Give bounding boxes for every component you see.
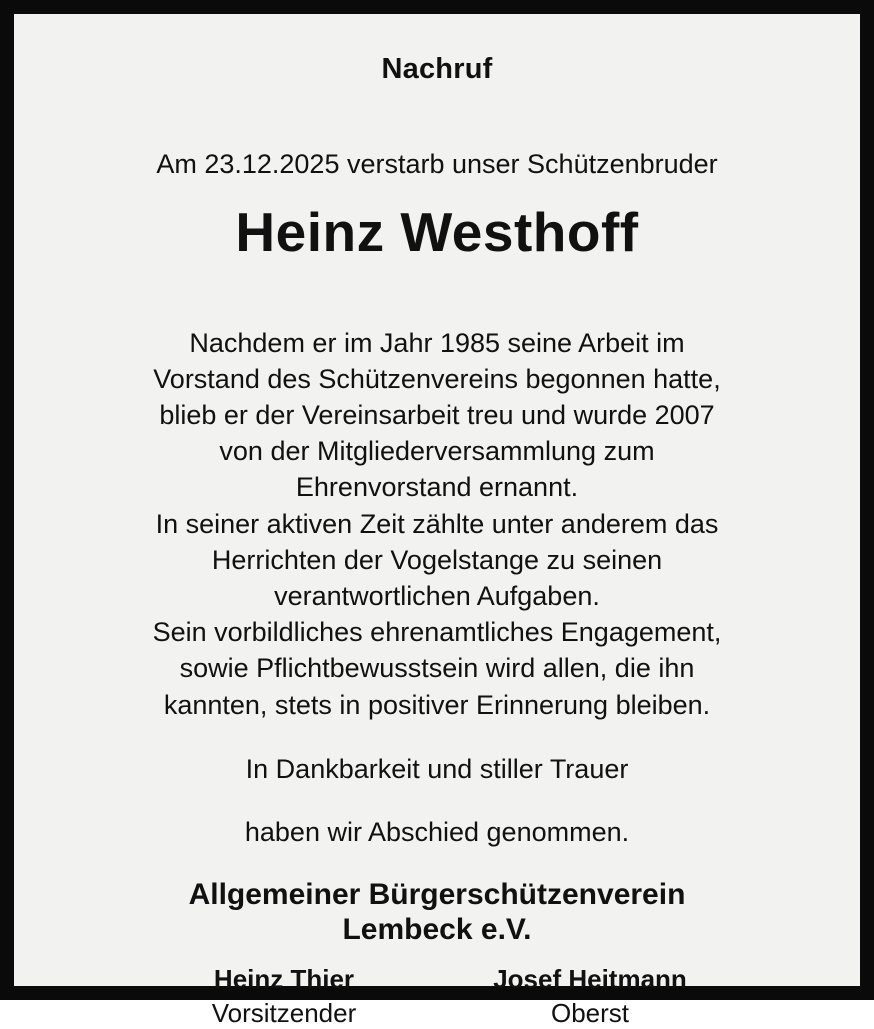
obituary-card	[14, 14, 860, 1028]
tribute-line: Ehrenvorstand ernannt.	[295, 472, 579, 503]
death-announcement-line: Am 23.12.2025 verstarb unser Schützenbruder	[156, 148, 718, 179]
organization-name	[42, 877, 832, 948]
tribute-line: verantwortlichen Aufgaben.	[274, 580, 600, 611]
closing-line: In Dankbarkeit und stiller Trauer	[245, 753, 629, 784]
organization-line: Allgemeiner Bürgerschützenverein	[188, 878, 686, 912]
signer-role: Vorsitzender	[211, 997, 357, 1028]
closing-line: haben wir Abschied genommen.	[244, 816, 630, 847]
tribute-line: von der Mitgliederversammlung zum	[219, 436, 655, 467]
signer-name: Heinz Thier	[213, 963, 355, 994]
signatures	[42, 964, 832, 1029]
tribute-line: Vorstand des Schützenvereins begonnen hatte,	[153, 363, 721, 394]
tribute-line: In seiner aktiven Zeit zählte unter anderem das	[155, 508, 719, 539]
tribute-line: sowie Pflichtbewusstsein wird allen, die ihn	[179, 653, 695, 684]
tribute-line: Herrichten der Vogelstange zu seinen	[211, 544, 663, 575]
deceased-name: Heinz Westhoff	[235, 201, 639, 264]
tribute-line: blieb er der Vereinsarbeit treu und wurde 2007	[159, 400, 715, 431]
organization-line: Lembeck e.V.	[342, 913, 532, 947]
notice-heading: Nachruf	[381, 53, 493, 85]
closing-text	[42, 751, 832, 850]
signature-entry	[169, 964, 399, 1029]
tribute-line: Sein vorbildliches ehrenamtliches Engagement,	[152, 617, 722, 648]
signer-name: Josef Heitmann	[493, 963, 687, 994]
signer-role: Oberst	[550, 997, 630, 1028]
tribute-line: kannten, stets in positiver Erinnerung bleiben.	[163, 689, 711, 720]
tribute-text	[42, 325, 832, 723]
signature-entry	[475, 964, 705, 1029]
tribute-line: Nachdem er im Jahr 1985 seine Arbeit im	[189, 327, 685, 358]
